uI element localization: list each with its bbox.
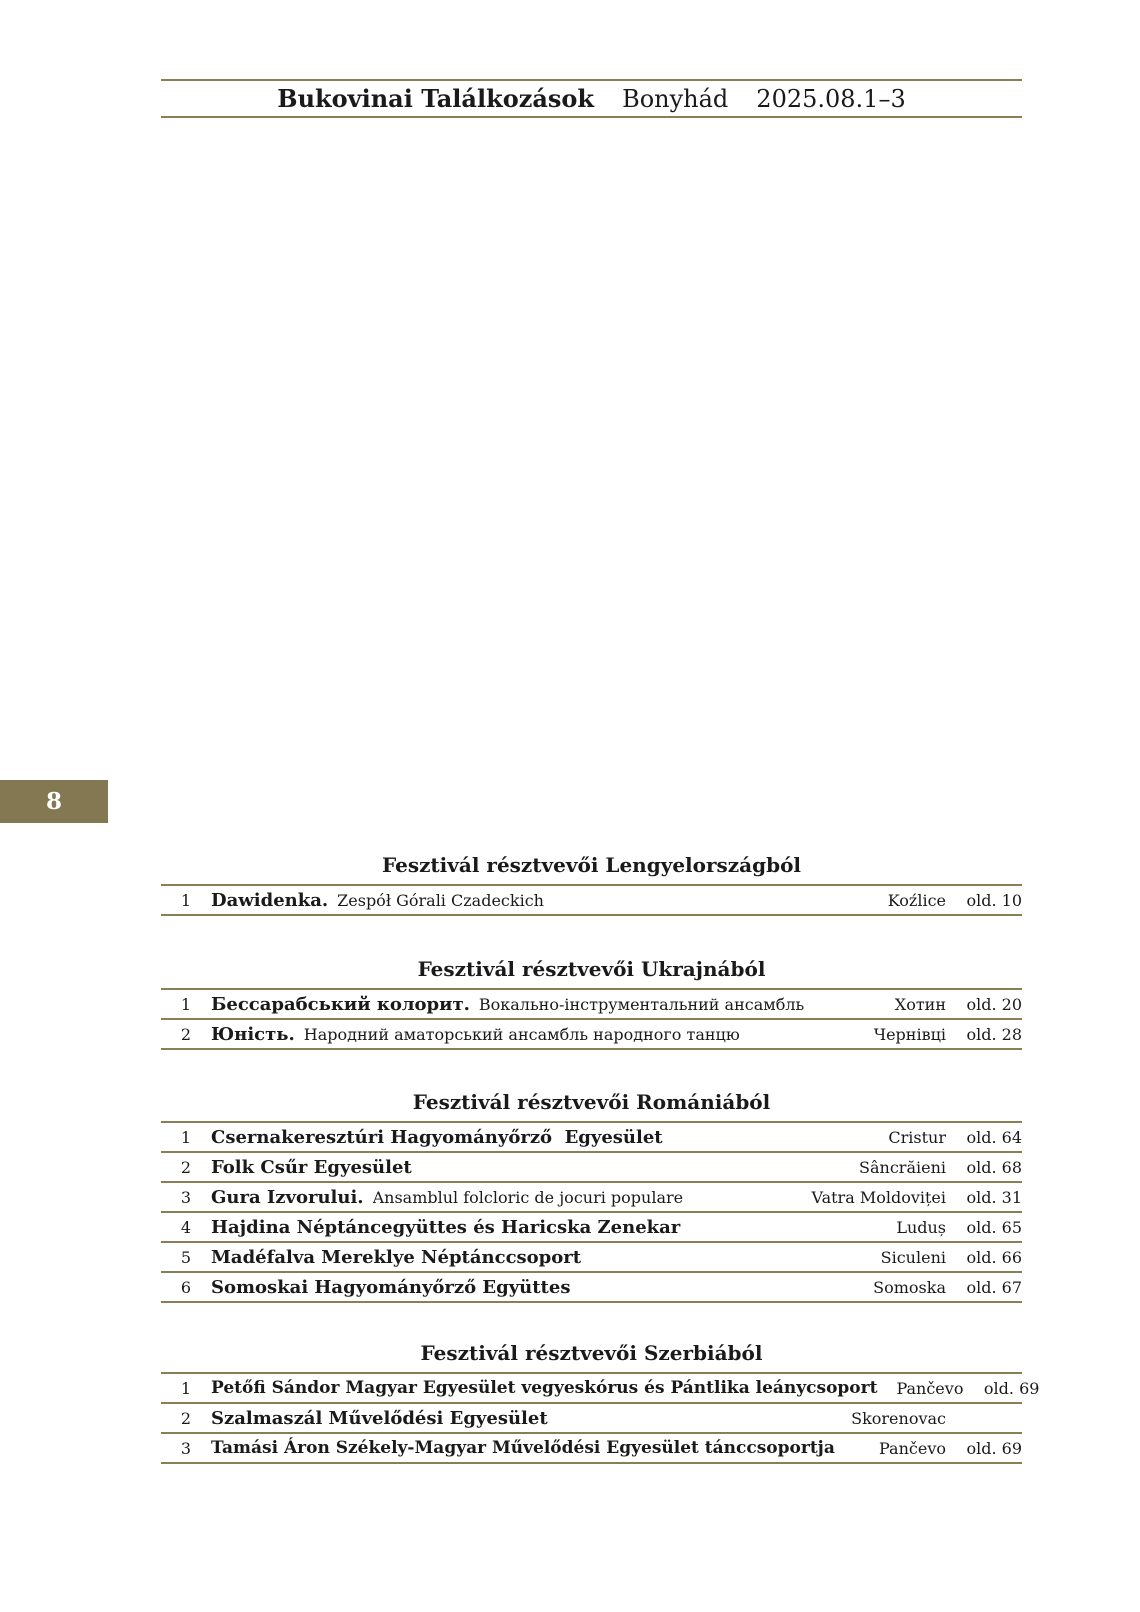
table-row	[161, 1123, 1022, 1153]
publication-place: Bonyhád	[622, 84, 729, 113]
table-row	[161, 1213, 1022, 1243]
table-row	[161, 1273, 1022, 1303]
ensemble-name: Szalmaszál Művelődési Egyesület	[211, 1407, 548, 1429]
row-number: 1	[180, 890, 192, 910]
ensemble-location: Vatra Moldoviței	[811, 1187, 946, 1207]
ensemble-name: Folk Csűr Egyesület	[211, 1156, 412, 1178]
table-row	[161, 1243, 1022, 1273]
publication-title: Bukovinai Találkozások	[277, 83, 595, 113]
table-row	[161, 1153, 1022, 1183]
row-number: 6	[180, 1277, 192, 1297]
ensemble-description: Zespół Górali Czadeckich	[337, 890, 544, 910]
running-header	[161, 79, 1022, 118]
table-row	[161, 1020, 1022, 1050]
ensemble-location: Luduș	[896, 1217, 946, 1237]
page-reference: old. 31	[966, 1187, 1022, 1207]
ensemble-location: Somoska	[873, 1277, 946, 1297]
participants-table	[161, 988, 1022, 1050]
ensemble-name: Petőfi Sándor Magyar Egyesület vegyeskórus és Pántlika leánycsoport	[211, 1378, 878, 1398]
row-number: 3	[180, 1187, 192, 1207]
ensemble-name: Dawidenka.	[211, 889, 329, 911]
ensemble-name: Юність.	[211, 1023, 295, 1045]
ensemble-location: Koźlice	[887, 890, 946, 910]
ensemble-name: Hajdina Néptáncegyüttes és Haricska Zenekar	[211, 1216, 681, 1238]
section-heading: Fesztivál résztvevői Romániából	[412, 1090, 771, 1114]
page-number-tab	[0, 780, 108, 823]
row-number: 4	[180, 1217, 192, 1237]
ensemble-name: Somoskai Hagyományőrző Együttes	[211, 1276, 571, 1298]
row-number: 3	[180, 1438, 192, 1458]
ensemble-location: Pančevo	[879, 1438, 946, 1458]
section-heading: Fesztivál résztvevői Szerbiából	[420, 1341, 763, 1365]
ensemble-description: Вокально-інструментальний ансамбль	[478, 994, 805, 1014]
ensemble-location: Pančevo	[896, 1378, 964, 1398]
page-number: 8	[45, 788, 62, 815]
page-reference: old. 68	[966, 1157, 1022, 1177]
publication-date: 2025.08.1–3	[756, 84, 906, 113]
participants-table	[161, 884, 1022, 916]
ensemble-description: Народний аматорський ансамбль народного танцю	[303, 1024, 740, 1044]
table-row	[161, 886, 1022, 916]
page-reference: old. 67	[966, 1277, 1022, 1297]
ensemble-location: Cristur	[888, 1127, 946, 1147]
table-row	[161, 990, 1022, 1020]
ensemble-name: Бессарабський колорит.	[211, 993, 470, 1015]
page-reference: old. 66	[966, 1247, 1022, 1267]
row-number: 2	[180, 1408, 192, 1428]
table-row	[161, 1374, 1040, 1404]
ensemble-location: Siculeni	[880, 1247, 946, 1267]
table-row	[161, 1183, 1022, 1213]
ensemble-name: Madéfalva Mereklye Néptánccsoport	[211, 1246, 582, 1268]
section-romania	[161, 1090, 1022, 1303]
row-number: 1	[180, 1127, 192, 1147]
page-reference: old. 69	[983, 1378, 1040, 1398]
page-reference: old. 28	[966, 1024, 1022, 1044]
ensemble-location: Хотин	[894, 994, 946, 1014]
page-reference: old. 64	[966, 1127, 1022, 1147]
page-reference: old. 10	[966, 890, 1022, 910]
section-serbia	[161, 1341, 1040, 1464]
row-number: 2	[180, 1024, 192, 1044]
ensemble-location: Skorenovac	[851, 1408, 946, 1428]
row-number: 2	[180, 1157, 192, 1177]
row-number: 5	[180, 1247, 192, 1267]
participants-table	[161, 1121, 1022, 1303]
section-heading: Fesztivál résztvevői Lengyelországból	[381, 853, 802, 877]
participants-table	[161, 1372, 1040, 1464]
ensemble-name: Csernakeresztúri Hagyományőrző Egyesület	[211, 1126, 663, 1148]
ensemble-name: Tamási Áron Székely-Magyar Művelődési Egyesület tánccsoportja	[211, 1438, 835, 1458]
page-reference: old. 69	[966, 1438, 1022, 1458]
row-number: 1	[180, 994, 192, 1014]
page-reference: old. 20	[966, 994, 1022, 1014]
page-reference: old. 65	[966, 1217, 1022, 1237]
row-number: 1	[180, 1378, 192, 1398]
table-row	[161, 1434, 1022, 1464]
ensemble-name: Gura Izvorului.	[211, 1186, 364, 1208]
section-ukraine	[161, 957, 1022, 1050]
section-poland	[161, 853, 1022, 916]
ensemble-location: Sâncrăieni	[859, 1157, 946, 1177]
ensemble-description: Ansamblul folcloric de jocuri populare	[372, 1187, 684, 1207]
table-row	[161, 1404, 1022, 1434]
ensemble-location: Чернівці	[873, 1024, 946, 1044]
section-heading: Fesztivál résztvevői Ukrajnából	[417, 957, 766, 981]
